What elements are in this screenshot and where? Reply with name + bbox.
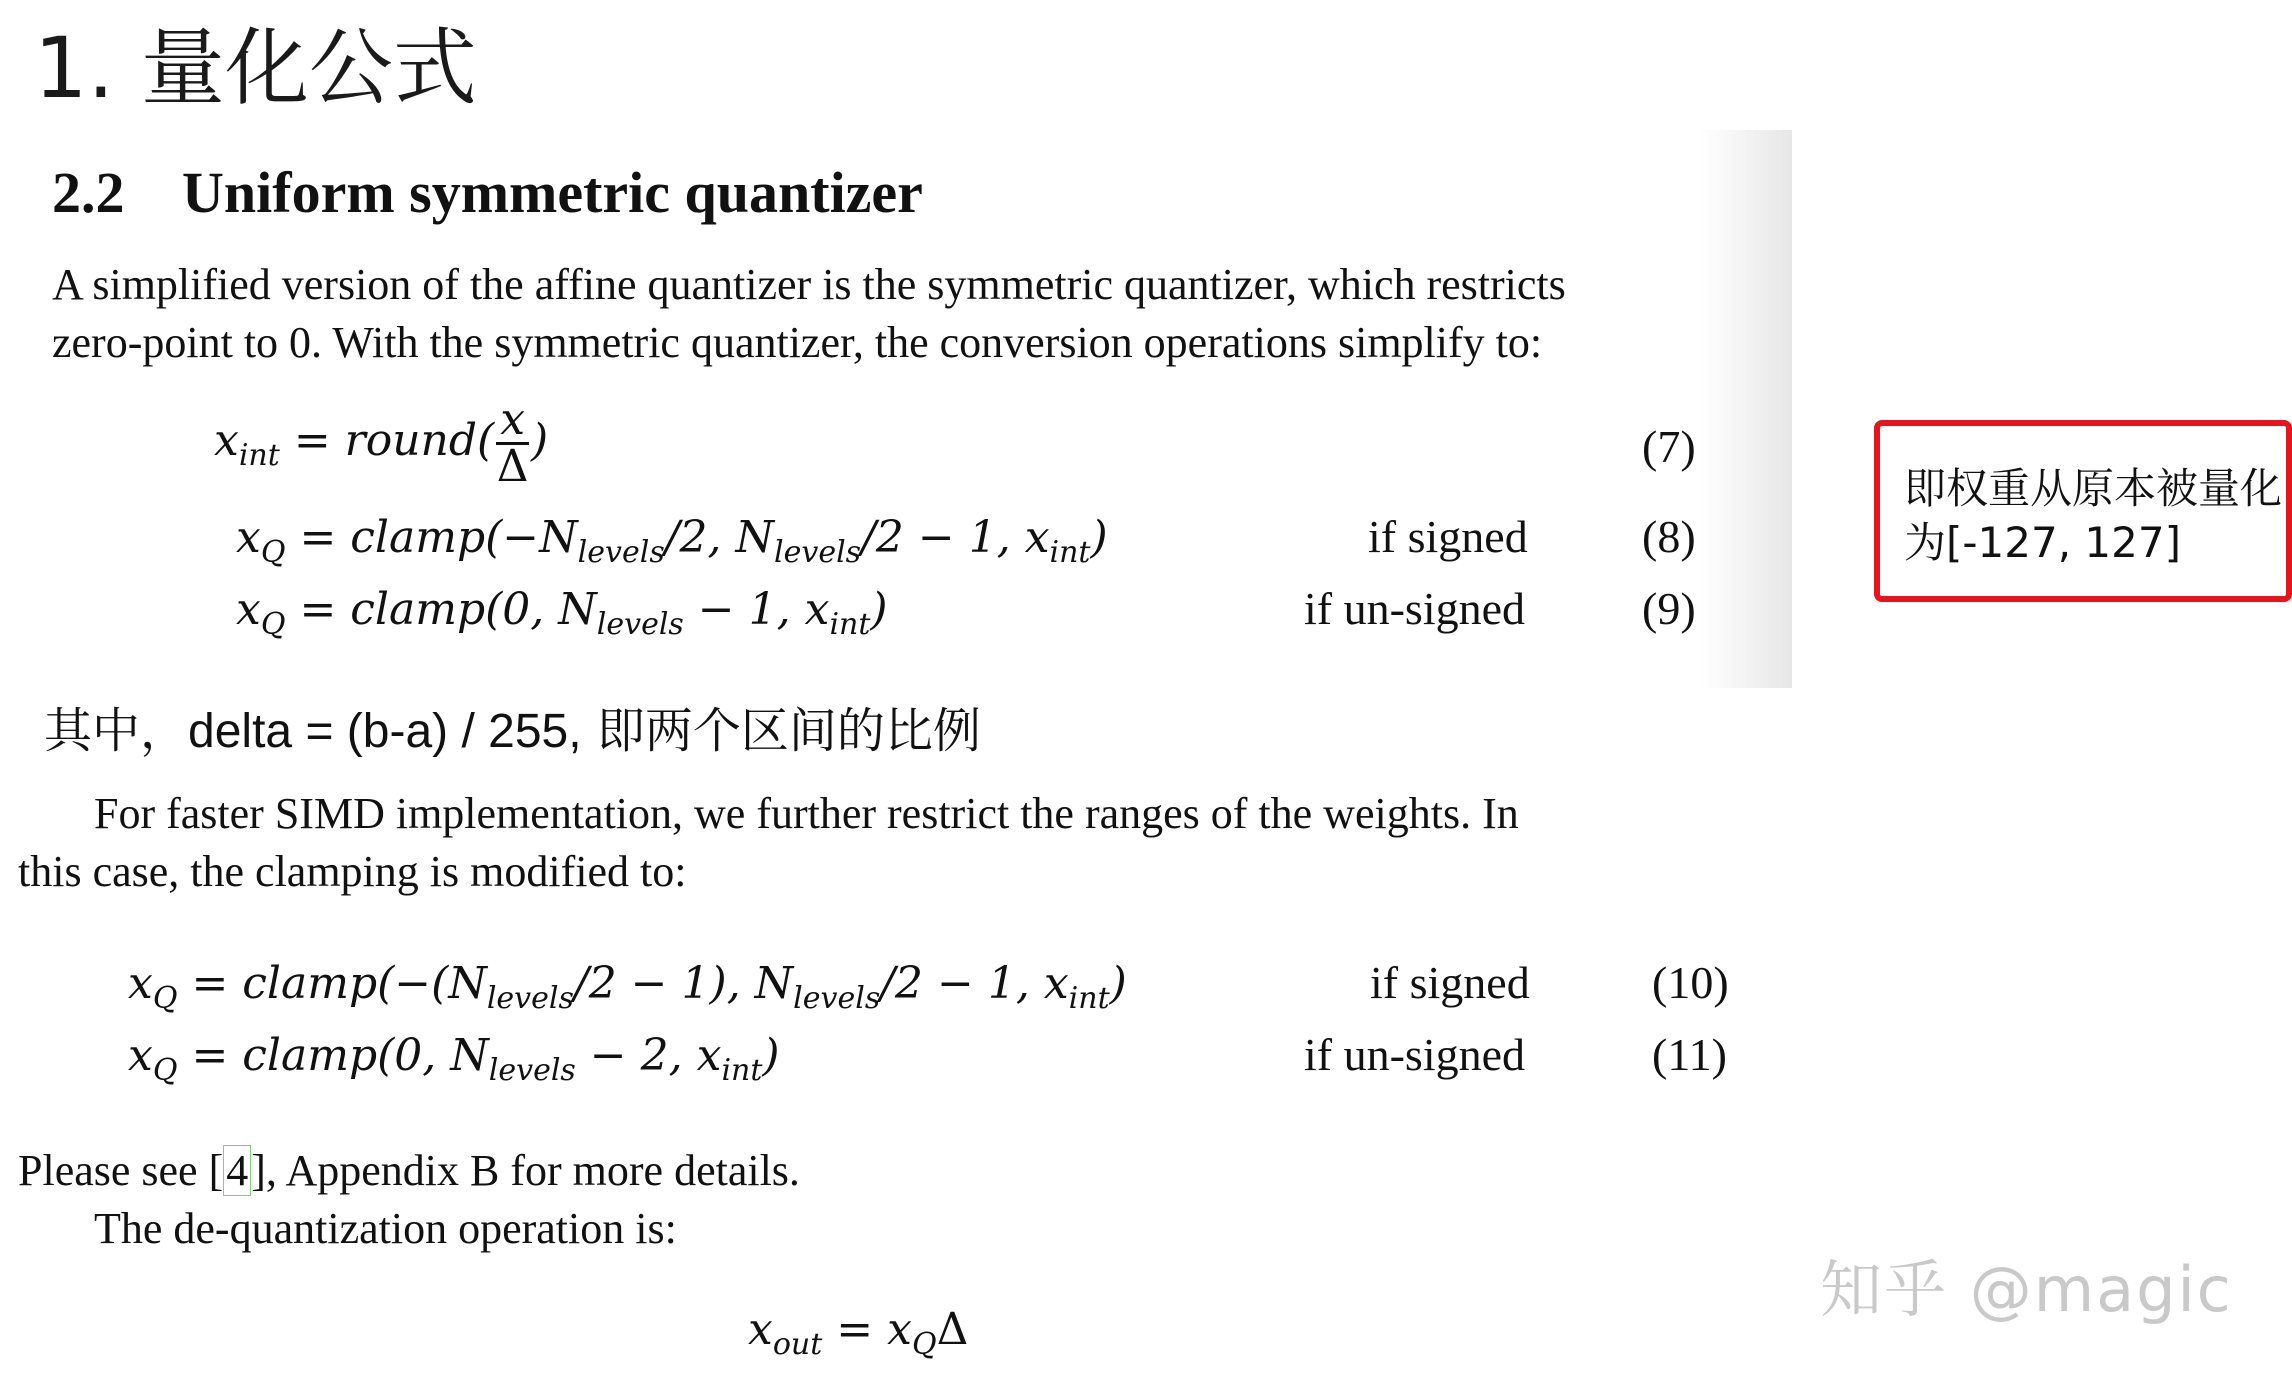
condition-unsigned: if un-signed: [1304, 583, 1526, 634]
equation-dequant: $x_{out} = x_Q\Delta$: [748, 1304, 969, 1362]
equation-number-11: (11): [1652, 1029, 1727, 1080]
page-heading: 1. 量化公式: [34, 19, 477, 117]
screenshot-edge-shadow: [1700, 130, 1792, 688]
condition-signed: if signed: [1370, 957, 1530, 1008]
condition-unsigned: if un-signed: [1304, 1029, 1526, 1080]
watermark: 知乎 @magic: [1820, 1253, 2233, 1326]
section-number: 2.2: [52, 160, 125, 225]
equation-number-8: (8): [1642, 511, 1696, 562]
fraction: $\frac{x}{\Delta}$: [496, 394, 529, 492]
see-line: Please see [4], Appendix B for more details.: [18, 1146, 800, 1195]
equation-11: $x_Q$ = clamp(0, $N_{levels} - 2$, $x_{int}$): [128, 1030, 780, 1088]
equation-7: $x_{int}$ = round( $\frac{x}{\Delta}$ ): [214, 394, 549, 492]
simd-line: this case, the clamping is modified to:: [18, 847, 687, 896]
reference-paragraph: [18, 1142, 800, 1258]
intro-line: zero-point to 0. With the symmetric quantizer, the conversion operations simplify to:: [52, 318, 1543, 367]
citation-link[interactable]: 4: [223, 1145, 251, 1196]
equation-number-9: (9): [1642, 583, 1696, 634]
equation-8: $x_Q$ = $clamp(-N_{levels}/2$, $N_{levels}/2 - 1$, $x_{int}$): [236, 512, 1108, 570]
chinese-note: 其中，delta = (b-a) / 255, 即两个区间的比例: [44, 703, 981, 759]
condition-signed: if signed: [1368, 511, 1528, 562]
intro-line: A simplified version of the affine quantizer is the symmetric quantizer, which restricts: [52, 260, 1566, 309]
annotation-text: 即权重从原本被量化为[-127, 127]: [1904, 464, 2283, 567]
equation-number-10: (10): [1652, 957, 1729, 1008]
equation-9: $x_Q$ = clamp(0, $N_{levels} - 1$, $x_{int}$): [236, 584, 888, 642]
simd-paragraph: [18, 785, 1519, 901]
simd-line: For faster SIMD implementation, we further restrict the ranges of the weights. In: [94, 789, 1519, 838]
intro-paragraph: [52, 256, 1566, 372]
equation-10: $x_Q$ = $clamp(-(N_{levels}/2 - 1)$, $N_{levels}/2 - 1$, $x_{int}$): [128, 958, 1127, 1016]
dequant-line: The de-quantization operation is:: [94, 1204, 677, 1253]
annotation-box: [1874, 420, 2292, 602]
section-title: Uniform symmetric quantizer: [182, 160, 923, 225]
section-heading: [52, 158, 923, 228]
equation-number-7: (7): [1642, 421, 1696, 472]
